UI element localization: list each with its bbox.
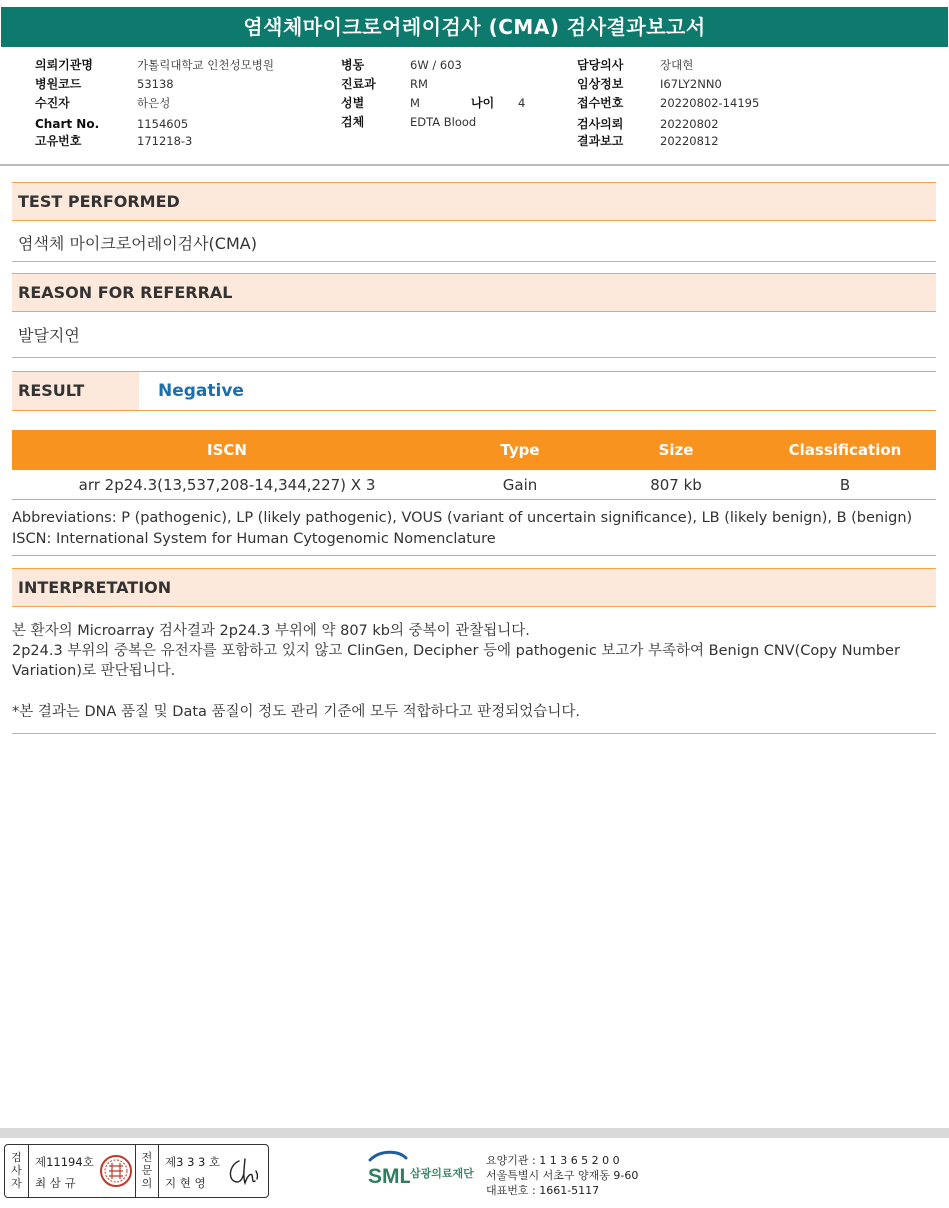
specialist-license-no: 제3 3 3 호 [165,1155,221,1169]
label-department: 진료과 [341,77,376,91]
signature-box [4,1144,269,1198]
value-accession-no: 20220802-14195 [660,96,760,110]
cell-type: Gain [502,476,538,494]
test-performed-heading: TEST PERFORMED [12,182,936,221]
value-ward: 6W / 603 [410,58,462,72]
value-physician: 장대현 [660,58,694,72]
org-info-line: 대표번호 : 1661-5117 [486,1184,600,1197]
sml-logo [366,1150,410,1194]
org-name: 삼광의료재단 [410,1167,474,1180]
table-row [12,470,936,500]
interpretation-line: 본 환자의 Microarray 검사결과 2p24.3 부위에 약 807 kb의 중복이 관찰됩니다. [12,623,530,639]
value-chart-no: 1154605 [137,117,189,131]
report-title: 염색체마이크로어레이검사 (CMA) 검사결과보고서 [1,7,948,47]
col-header-type: Type [500,441,540,459]
divider [12,555,936,556]
result-label: RESULT [12,372,139,410]
value-hospital-code: 53138 [137,77,174,91]
col-header-iscn: ISCN [207,441,247,459]
value-specimen: EDTA Blood [410,115,477,129]
label-report-date: 결과보고 [577,134,624,148]
label-patient: 수진자 [35,96,70,110]
label-ward: 병동 [341,58,365,72]
footer-band [0,1128,949,1138]
value-department: RM [410,77,428,91]
quality-statement: *본 결과는 DNA 품질 및 Data 품질이 정도 관리 기준에 모두 적합하다고 판정되었습니다. [12,704,580,720]
specialist-name: 지 현 영 [165,1176,206,1190]
cell-iscn: arr 2p24.3(13,537,208-14,344,227) X 3 [78,476,376,494]
value-clinical-info: I67LY2NN0 [660,77,722,91]
examiner-seal-stamp [97,1152,135,1194]
label-clinical-info: 임상정보 [577,77,624,91]
label-accession-no: 접수번호 [577,96,624,110]
org-info-line: 서울특별시 서초구 양재동 9-60 [486,1169,639,1182]
test-performed-text: 염색체 마이크로어레이검사(CMA) [18,234,257,253]
label-physician: 담당의사 [577,58,624,72]
svg-text:SML: SML [368,1165,410,1188]
iscn-definition-line: ISCN: International System for Human Cytogenomic Nomenclature [12,531,496,547]
specialist-signature [225,1155,265,1193]
label-institution: 의뢰기관명 [35,58,93,72]
value-report-date: 20220812 [660,134,719,148]
value-patient: 하은성 [137,96,171,110]
examiner-license-no: 제11194호 [35,1155,94,1169]
label-request-date: 검사의뢰 [577,117,624,131]
cell-classification: B [839,476,851,494]
col-header-size: Size [658,441,694,459]
specialist-label: 전문의 [135,1145,159,1197]
abbreviations-line: Abbreviations: P (pathogenic), LP (likely pathogenic), VOUS (variant of uncertain significance), LB (likely benign), B (benign) [12,510,913,526]
interpretation-line: 2p24.3 부위의 중복은 유전자를 포함하고 있지 않고 ClinGen, Decipher 등에 pathogenic 보고가 부족하여 Benign CNV(Copy Number [12,643,900,659]
label-sex: 성별 [341,96,365,110]
cell-size: 807 kb [650,476,702,494]
result-table-header [12,430,936,470]
value-request-date: 20220802 [660,117,719,131]
result-box [12,371,936,411]
examiner-name: 최 삼 규 [35,1176,76,1190]
divider [12,357,936,358]
label-hospital-code: 병원코드 [35,77,82,91]
value-institution: 가톨릭대학교 인천성모병원 [137,58,274,72]
result-value: Negative [158,381,244,401]
value-age: 4 [518,96,526,110]
value-unique-no: 171218-3 [137,134,193,148]
reason-text: 발달지연 [18,326,80,345]
examiner-label: 검사자 [5,1145,29,1197]
col-header-classification: Classification [788,441,902,459]
divider [12,261,936,262]
interpretation-line: Variation)로 판단됩니다. [12,663,176,679]
value-sex: M [410,96,420,110]
label-chart-no: Chart No. [35,117,100,131]
label-specimen: 검체 [341,115,365,129]
interpretation-heading: INTERPRETATION [12,568,936,607]
divider [12,733,936,734]
label-age: 나이 [471,96,495,110]
label-unique-no: 고유번호 [35,134,82,148]
org-info-line: 요양기관 : 1 1 3 6 5 2 0 0 [486,1154,620,1167]
header-divider [0,164,949,166]
reason-heading: REASON FOR REFERRAL [12,273,936,312]
